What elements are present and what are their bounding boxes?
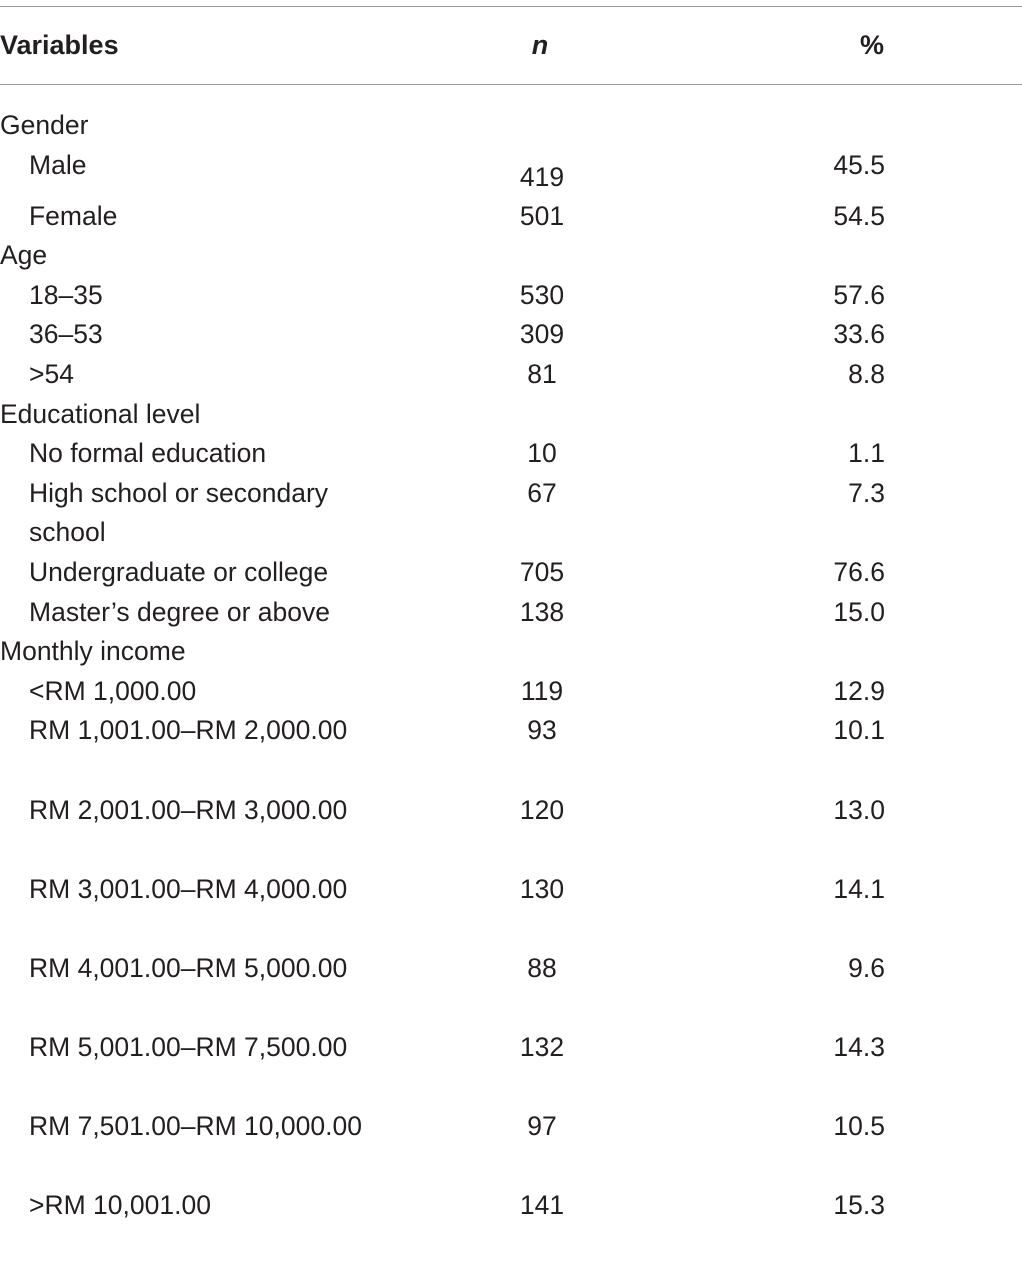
row-label: <RM 1,000.00 [29, 675, 197, 706]
row-percent: 14.3 [833, 1032, 885, 1063]
row-n: 81 [527, 358, 557, 389]
table-row [0, 276, 1022, 316]
header-variables: Variables [0, 30, 119, 60]
row-label: RM 4,001.00–RM 5,000.00 [29, 952, 348, 983]
row-percent: 15.0 [833, 596, 885, 627]
row-percent: 76.6 [833, 556, 885, 587]
table-row [0, 711, 1022, 790]
row-label: 36–53 [29, 319, 103, 350]
table-row [0, 553, 1022, 593]
table-row [0, 197, 1022, 237]
group-label: Gender [0, 110, 89, 140]
row-label: RM 7,501.00–RM 10,000.00 [29, 1111, 362, 1142]
row-n: 10 [527, 438, 557, 469]
group-label: Monthly income [0, 636, 186, 667]
row-n: 120 [519, 794, 565, 825]
table-header-rule [0, 84, 1022, 85]
row-percent: 1.1 [848, 438, 885, 469]
table-row-group [0, 106, 1022, 146]
row-percent: 8.8 [848, 358, 885, 389]
row-label: >54 [29, 358, 74, 389]
row-n: 419 [519, 161, 565, 192]
row-percent: 33.6 [833, 319, 885, 350]
table-row [0, 870, 1022, 949]
table-row [0, 593, 1022, 633]
table-row-group [0, 236, 1022, 276]
row-percent: 45.5 [833, 149, 885, 180]
row-label: High school or secondary school [29, 477, 329, 548]
table-row-group [0, 395, 1022, 435]
row-n: 138 [519, 596, 565, 627]
row-n: 530 [519, 279, 565, 310]
header-n: n [531, 30, 549, 60]
row-n: 309 [519, 319, 565, 350]
row-percent: 54.5 [833, 200, 885, 231]
table-row [0, 434, 1022, 474]
table-row [0, 791, 1022, 870]
row-label: Female [29, 200, 118, 231]
row-percent: 7.3 [848, 477, 885, 508]
row-label: No formal education [29, 438, 267, 469]
row-percent: 10.5 [833, 1111, 885, 1142]
row-label: Master’s degree or above [29, 596, 330, 627]
table-row [0, 949, 1022, 1028]
row-label: RM 3,001.00–RM 4,000.00 [29, 873, 348, 904]
table-row [0, 672, 1022, 712]
row-n: 97 [527, 1111, 557, 1142]
table-row [0, 315, 1022, 355]
row-n: 501 [519, 200, 565, 231]
header-percent: % [859, 30, 884, 60]
row-percent: 14.1 [833, 873, 885, 904]
table-row-group [0, 632, 1022, 672]
row-label: 18–35 [29, 279, 103, 310]
row-n: 132 [519, 1032, 565, 1063]
table-row [0, 1028, 1022, 1107]
row-percent: 9.6 [848, 952, 885, 983]
row-label: RM 1,001.00–RM 2,000.00 [29, 715, 348, 746]
group-label: Educational level [0, 398, 201, 429]
row-n: 67 [527, 477, 557, 508]
row-label: RM 2,001.00–RM 3,000.00 [29, 794, 348, 825]
row-label: >RM 10,001.00 [29, 1190, 211, 1221]
row-percent: 15.3 [833, 1190, 885, 1221]
table-row [0, 1107, 1022, 1186]
table-row [0, 355, 1022, 395]
row-percent: 57.6 [833, 279, 885, 310]
row-percent: 12.9 [833, 675, 885, 706]
row-label: RM 5,001.00–RM 7,500.00 [29, 1032, 348, 1063]
row-n: 141 [519, 1190, 565, 1221]
row-n: 93 [527, 715, 557, 746]
table-top-rule [0, 6, 1022, 7]
row-percent: 10.1 [833, 715, 885, 746]
row-percent: 13.0 [833, 794, 885, 825]
group-label: Age [0, 240, 48, 271]
row-label: Undergraduate or college [29, 556, 329, 587]
row-n: 119 [520, 675, 564, 706]
row-n: 705 [519, 556, 565, 587]
table-body [0, 106, 1022, 1226]
row-label: Male [29, 149, 87, 180]
table-row [0, 146, 1022, 197]
row-n: 130 [519, 873, 565, 904]
table-row [0, 1186, 1022, 1226]
table-row [0, 474, 1022, 553]
row-n: 88 [527, 952, 557, 983]
